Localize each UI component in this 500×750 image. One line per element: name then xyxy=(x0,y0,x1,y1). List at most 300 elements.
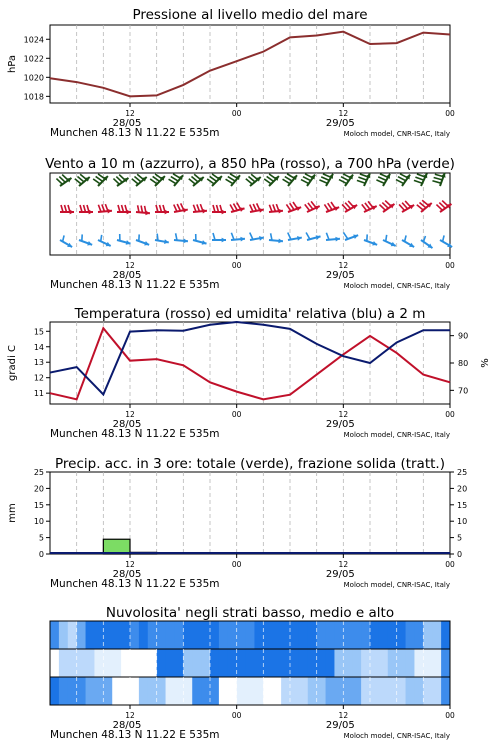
barb-head xyxy=(222,210,226,215)
cloud-cell xyxy=(228,621,237,649)
cloud-cell xyxy=(219,621,228,649)
barb-feather xyxy=(306,232,310,239)
cloud-cell xyxy=(112,649,121,677)
x-tick-label: 12 xyxy=(338,410,349,419)
cloud-cell xyxy=(334,649,343,677)
wind-barb xyxy=(155,234,169,244)
barb-head xyxy=(278,238,283,243)
wind-barb xyxy=(113,175,128,186)
cloud-cell xyxy=(352,621,361,649)
wind-barb xyxy=(98,235,111,246)
cloud-cell xyxy=(183,677,192,705)
x-tick-label: 00 xyxy=(231,560,242,569)
barb-feather xyxy=(230,204,234,211)
barb-feather xyxy=(63,235,65,241)
x-tick-label: 12 xyxy=(125,261,135,270)
barb-feather xyxy=(341,177,349,181)
barb-feather xyxy=(386,235,387,241)
humidity-line xyxy=(50,322,450,394)
y-tick-label: 1018 xyxy=(23,92,44,102)
cloud-cell xyxy=(201,649,210,677)
y-tick-label: 20 xyxy=(33,484,44,494)
cloud-cell xyxy=(370,621,379,649)
barb-feather xyxy=(303,177,311,181)
barb-feather xyxy=(339,180,347,184)
barb-feather xyxy=(65,205,67,212)
y-axis-label: mm xyxy=(7,503,18,523)
cloud-cell xyxy=(103,649,112,677)
location-label: Munchen 48.13 N 11.22 E 535m xyxy=(50,729,220,741)
cloud-cell xyxy=(281,677,290,705)
wind-barb xyxy=(364,234,377,245)
cloud-cell xyxy=(281,621,290,649)
cloud-cell xyxy=(352,677,361,705)
barb-feather xyxy=(197,204,200,211)
barb-head xyxy=(145,210,150,215)
panel-title: Pressione al livello medio del mare xyxy=(132,7,368,23)
cloud-cell xyxy=(139,621,148,649)
cloud-cell xyxy=(397,621,406,649)
cloud-cell xyxy=(423,677,432,705)
barb-feather xyxy=(358,177,366,180)
cloud-cell xyxy=(166,677,175,705)
cloud-cell xyxy=(139,677,148,705)
wind-barb xyxy=(60,205,74,214)
cloud-cell xyxy=(263,621,272,649)
y-tick-label: 5 xyxy=(38,533,44,543)
cloud-cell xyxy=(174,621,183,649)
wind-barb xyxy=(60,235,72,247)
cloud-cell xyxy=(334,621,343,649)
cloud-cell xyxy=(334,677,343,705)
cloud-cell xyxy=(77,649,86,677)
cloud-cell xyxy=(423,621,432,649)
barb-head xyxy=(202,209,207,214)
cloud-cell xyxy=(308,649,317,677)
date-label: 29/05 xyxy=(325,569,355,580)
cloud-cell xyxy=(254,621,263,649)
cloud-cell xyxy=(50,677,59,705)
date-label: 29/05 xyxy=(325,720,355,731)
cloud-cell xyxy=(397,677,406,705)
barb-feather xyxy=(177,204,180,211)
wind-barb xyxy=(301,174,315,186)
cloud-cell xyxy=(246,649,255,677)
wind-barb xyxy=(193,234,207,245)
cloud-cell xyxy=(103,677,112,705)
barb-feather xyxy=(98,205,101,212)
location-label: Munchen 48.13 N 11.22 E 535m xyxy=(50,127,220,139)
date-label: 29/05 xyxy=(325,270,355,281)
cloud-cell xyxy=(272,649,281,677)
wind-barb xyxy=(193,204,207,213)
x-tick-label: 12 xyxy=(125,109,135,118)
wind-barb xyxy=(326,233,340,242)
cloud-cell xyxy=(183,649,192,677)
y-tick-label: 15 xyxy=(33,327,44,337)
cloud-cell xyxy=(254,677,263,705)
x-tick-label: 12 xyxy=(125,711,135,720)
model-label: Moloch model, CNR-ISAC, Italy xyxy=(343,130,450,138)
cloud-cell xyxy=(183,621,192,649)
pressure-line xyxy=(50,32,450,97)
cloud-cell xyxy=(388,677,397,705)
cloud-cell xyxy=(157,677,166,705)
location-label: Munchen 48.13 N 11.22 E 535m xyxy=(50,578,220,590)
wind-barb xyxy=(339,174,353,186)
cloud-cell xyxy=(326,677,335,705)
temperature-line xyxy=(50,328,450,399)
cloud-cell xyxy=(414,677,423,705)
wind-barb xyxy=(362,201,377,212)
barb-feather xyxy=(423,236,425,242)
wind-barb xyxy=(250,203,264,212)
cloud-cell xyxy=(59,621,68,649)
y-tick-label-right: 70 xyxy=(458,386,469,396)
cloud-cell xyxy=(77,677,86,705)
cloud-cell xyxy=(317,649,326,677)
cloud-cell xyxy=(201,677,210,705)
y-axis-label: gradi C xyxy=(7,345,18,381)
barb-feather xyxy=(160,205,162,212)
wind-barb xyxy=(283,174,297,186)
cloud-cell xyxy=(370,649,379,677)
x-tick-label: 12 xyxy=(125,560,135,569)
cloud-cell xyxy=(219,649,228,677)
wind-barb xyxy=(174,203,188,212)
y-tick-label: 25 xyxy=(33,468,44,477)
wind-barb xyxy=(421,236,432,248)
y-tick-label-right: 90 xyxy=(458,331,469,341)
wind-barb xyxy=(306,232,320,240)
y-tick-label-right: 80 xyxy=(458,359,469,368)
wind-barb xyxy=(288,233,302,241)
cloud-cell xyxy=(228,649,237,677)
wind-barb xyxy=(212,233,226,242)
barb-feather xyxy=(343,232,347,239)
wind-barb xyxy=(230,203,244,212)
wind-barb xyxy=(136,234,149,245)
barb-feather xyxy=(101,235,102,241)
cloud-cell xyxy=(174,649,183,677)
cloud-cell xyxy=(370,677,379,705)
plot-frame xyxy=(50,322,450,404)
barb-feather xyxy=(414,180,422,183)
cloud-cell xyxy=(148,649,157,677)
model-label: Moloch model, CNR-ISAC, Italy xyxy=(343,431,450,439)
wind-barb xyxy=(376,174,390,186)
cloud-cell xyxy=(237,677,246,705)
wind-barb xyxy=(174,233,188,243)
cloud-cell xyxy=(166,649,175,677)
barb-head xyxy=(107,209,112,214)
barb-feather xyxy=(273,204,276,211)
wind-barb xyxy=(383,235,396,246)
barb-feather xyxy=(319,180,327,184)
cloud-cell xyxy=(441,649,450,677)
cloud-cell xyxy=(290,649,299,677)
barb-feather xyxy=(301,180,309,184)
cloud-cell xyxy=(157,649,166,677)
cloud-cell xyxy=(272,621,281,649)
cloud-cell xyxy=(77,621,86,649)
y-tick-label-right: 10 xyxy=(457,517,468,527)
y-tick-label: 13 xyxy=(33,358,44,368)
wind-barb xyxy=(417,200,432,212)
date-label: 28/05 xyxy=(112,720,142,731)
panel-1 xyxy=(7,7,455,139)
x-tick-label: 00 xyxy=(445,410,455,419)
wind-barb xyxy=(117,234,131,245)
wind-barb xyxy=(436,201,451,212)
barb-head xyxy=(70,210,74,215)
barb-feather xyxy=(118,205,120,212)
wind-barb xyxy=(250,233,264,241)
cloud-cell xyxy=(343,677,352,705)
wind-barb xyxy=(246,174,261,186)
x-tick-label: 00 xyxy=(231,711,242,720)
wind-barb xyxy=(226,174,240,186)
cloud-cell xyxy=(317,621,326,649)
cloud-cell xyxy=(406,649,415,677)
cloud-cell xyxy=(308,677,317,705)
barb-feather xyxy=(217,205,219,212)
cloud-cell xyxy=(379,621,388,649)
cloud-cell xyxy=(343,621,352,649)
y-tick-label-right: 0 xyxy=(457,550,463,559)
cloud-cell xyxy=(228,677,237,705)
cloud-cell xyxy=(86,677,95,705)
model-label: Moloch model, CNR-ISAC, Italy xyxy=(343,282,450,290)
barb-feather xyxy=(250,205,253,212)
wind-barb xyxy=(402,235,414,247)
barb-feather xyxy=(432,181,441,183)
cloud-cell xyxy=(192,649,201,677)
wind-barb xyxy=(212,205,226,214)
wind-barb xyxy=(136,205,150,215)
cloud-cell xyxy=(414,621,423,649)
cloud-cell xyxy=(50,621,59,649)
cloud-cell xyxy=(210,677,219,705)
model-label: Moloch model, CNR-ISAC, Italy xyxy=(343,732,450,740)
wind-barb xyxy=(305,201,320,212)
cloud-cell xyxy=(263,649,272,677)
location-label: Munchen 48.13 N 11.22 E 535m xyxy=(50,279,220,291)
cloud-cell xyxy=(432,677,441,705)
date-label: 28/05 xyxy=(112,118,142,129)
wind-barb xyxy=(79,234,92,245)
cloud-cell xyxy=(352,649,361,677)
barb-head xyxy=(240,237,245,242)
cloud-cell xyxy=(148,677,157,705)
plot-frame xyxy=(50,25,450,103)
wind-barb xyxy=(98,204,112,213)
barb-feather xyxy=(324,204,328,211)
cloud-cell xyxy=(192,677,201,705)
wind-barb xyxy=(56,175,71,186)
wind-barb xyxy=(396,174,410,186)
y-axis-label-right: % xyxy=(480,358,491,368)
cloud-cell xyxy=(50,649,59,677)
cloud-cell xyxy=(174,677,183,705)
cloud-cell xyxy=(308,621,317,649)
cloud-cell xyxy=(246,621,255,649)
cloud-cell xyxy=(121,677,130,705)
x-tick-label: 00 xyxy=(445,261,455,270)
date-label: 28/05 xyxy=(112,569,142,580)
cloud-cell xyxy=(326,649,335,677)
y-tick-label: 14 xyxy=(33,342,44,352)
cloud-cell xyxy=(59,677,68,705)
y-tick-label: 1024 xyxy=(23,35,44,45)
wind-barb xyxy=(155,205,169,214)
cloud-cell xyxy=(68,649,77,677)
date-label: 28/05 xyxy=(112,419,142,430)
wind-barb xyxy=(169,174,183,186)
cloud-cell xyxy=(414,649,423,677)
cloud-cell xyxy=(379,649,388,677)
x-tick-label: 12 xyxy=(338,711,349,720)
cloud-cell xyxy=(343,649,352,677)
cloud-cell xyxy=(112,677,121,705)
cloud-cell xyxy=(237,649,246,677)
cloud-cell xyxy=(148,621,157,649)
wind-barb xyxy=(269,233,283,243)
cloud-cell xyxy=(441,621,450,649)
barb-feather xyxy=(250,233,253,240)
barb-feather xyxy=(84,205,86,212)
wind-barb xyxy=(286,202,301,212)
wind-barb xyxy=(343,232,358,240)
cloud-cell xyxy=(432,621,441,649)
barb-head xyxy=(335,237,340,242)
cloud-cell xyxy=(379,677,388,705)
x-tick-label: 00 xyxy=(445,109,455,118)
cloud-cell xyxy=(423,649,432,677)
cloud-cell xyxy=(94,621,103,649)
cloud-cell xyxy=(272,677,281,705)
wind-barb xyxy=(93,174,108,186)
cloud-cell xyxy=(388,621,397,649)
barb-feather xyxy=(213,205,215,212)
cloud-cell xyxy=(290,677,299,705)
cloud-cell xyxy=(130,649,139,677)
cloud-cell xyxy=(112,621,121,649)
barb-feather xyxy=(443,235,445,241)
cloud-cell xyxy=(432,649,441,677)
cloud-cell xyxy=(68,677,77,705)
cloud-cell xyxy=(103,621,112,649)
cloud-cell xyxy=(219,677,228,705)
barb-feather xyxy=(174,205,177,212)
wind-barb xyxy=(342,201,357,212)
cloud-cell xyxy=(290,621,299,649)
y-tick-label: 10 xyxy=(33,517,44,527)
y-tick-label-right: 5 xyxy=(457,533,463,543)
cloud-cell xyxy=(59,649,68,677)
barb-feather xyxy=(376,180,384,184)
x-tick-label: 12 xyxy=(338,261,349,270)
precip-bar xyxy=(103,539,130,554)
cloud-cell xyxy=(406,621,415,649)
cloud-cell xyxy=(201,621,210,649)
barb-feather xyxy=(213,233,215,240)
cloud-cell xyxy=(130,677,139,705)
barb-feather xyxy=(157,234,158,241)
barb-feather xyxy=(61,205,63,212)
barb-feather xyxy=(357,180,365,183)
wind-barb xyxy=(231,233,245,242)
cloud-cell xyxy=(397,649,406,677)
x-tick-label: 00 xyxy=(445,711,455,720)
barb-feather xyxy=(405,235,407,241)
barb-feather xyxy=(396,180,404,184)
panel-5 xyxy=(50,605,455,741)
barb-head xyxy=(165,210,169,215)
cloud-cell xyxy=(94,649,103,677)
date-label: 29/05 xyxy=(325,118,355,129)
y-tick-label: 12 xyxy=(33,373,44,383)
barb-head xyxy=(222,238,226,243)
cloud-cell xyxy=(299,621,308,649)
wind-barb xyxy=(189,174,204,186)
date-label: 29/05 xyxy=(325,419,355,430)
x-tick-label: 00 xyxy=(445,560,455,569)
barb-feather xyxy=(269,205,272,212)
barb-feather xyxy=(286,204,290,211)
panel-title: Nuvolosita' negli strati basso, medio e alto xyxy=(105,605,395,621)
y-tick-label-right: 15 xyxy=(457,500,468,510)
cloud-cell xyxy=(441,677,450,705)
panel-title: Precip. acc. in 3 ore: totale (verde), frazione solida (tratt.) xyxy=(55,456,445,472)
barb-feather xyxy=(434,177,443,179)
wind-barb xyxy=(319,174,333,186)
panel-title: Temperatura (rosso) ed umidita' relativa (blu) a 2 m xyxy=(74,306,426,322)
wind-barb xyxy=(264,174,279,186)
y-tick-label: 0 xyxy=(38,550,44,559)
barb-feather xyxy=(193,205,196,212)
cloud-cell xyxy=(237,621,246,649)
panel-3 xyxy=(7,306,491,440)
barb-feather xyxy=(398,177,406,181)
wind-barb xyxy=(357,173,370,186)
cloud-cell xyxy=(210,649,219,677)
barb-head xyxy=(278,209,283,214)
x-tick-label: 00 xyxy=(231,109,242,118)
barb-feather xyxy=(328,203,332,210)
y-tick-label-right: 20 xyxy=(457,484,468,494)
barb-feather xyxy=(321,177,329,181)
y-tick-label: 11 xyxy=(33,389,44,399)
barb-feather xyxy=(326,233,329,240)
y-tick-label: 1020 xyxy=(23,73,44,83)
barb-feather xyxy=(288,233,291,240)
cloud-cell xyxy=(246,677,255,705)
cloud-cell xyxy=(130,621,139,649)
cloud-cell xyxy=(192,621,201,649)
barb-feather xyxy=(415,177,423,180)
x-tick-label: 12 xyxy=(338,560,349,569)
cloud-cell xyxy=(317,677,326,705)
cloud-cell xyxy=(406,677,415,705)
y-tick-label: 15 xyxy=(33,500,44,510)
barb-feather xyxy=(80,205,82,212)
barb-feather xyxy=(122,205,124,212)
y-tick-label: 1022 xyxy=(23,54,44,64)
cloud-cell xyxy=(361,649,370,677)
x-tick-label: 12 xyxy=(338,109,349,118)
cloud-cell xyxy=(121,621,130,649)
